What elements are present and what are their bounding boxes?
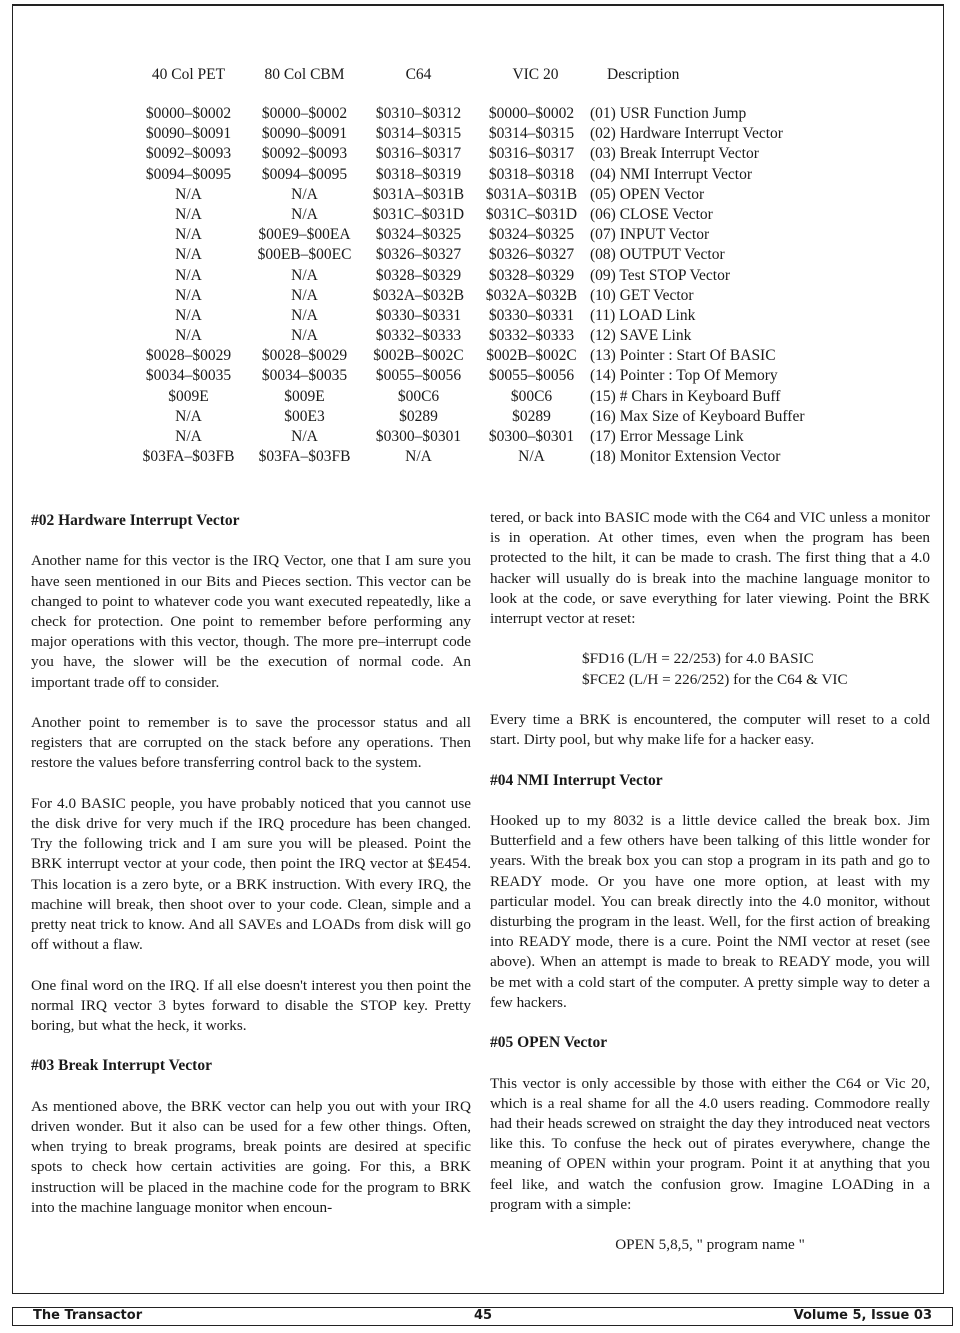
cell-c64: $0314–$0315 [375,125,462,143]
cell-40-col-pet: $0034–$0035 [145,367,232,385]
cell-80-col-cbm: $0094–$0095 [261,165,348,183]
cell-40-col-pet: N/A [175,407,202,425]
paragraph: Hooked up to my 8032 is a little device called the break box. Jim Butterfield and a few others have been talking of this little wonder for years. With the break box you can stop a program in its path and go to READY mode. Or you have one more option, at least with my particular model. You can break directly into the 4.0 monitor, without disturbing the program in the least. Well, for the first action of breaking into READY mode, there is a cure. Point the NMI vector at reset (see above). When an attempt is made to break to READY mode, you will be met with a cold start of the computer. A pretty simple way to deter a few hackers. [490,811,930,1011]
table-row [130,266,850,286]
table-row [130,144,850,164]
cell-40-col-pet: N/A [175,327,202,345]
cell-40-col-pet: N/A [175,185,202,203]
cell-c64: N/A [405,448,432,466]
cell-80-col-cbm: $0028–$0029 [261,347,348,365]
cell-80-col-cbm: N/A [291,205,318,223]
cell-c64: $0332–$0333 [375,327,462,345]
cell-c64: $0310–$0312 [375,105,462,122]
table-row [130,185,850,205]
cell-c64: $0330–$0331 [375,306,462,324]
table-body [130,104,850,467]
cell-description: (18) Monitor Extension Vector [590,448,781,466]
cell-description: (10) GET Vector [590,286,694,304]
cell-c64: $0300–$0301 [375,428,462,445]
table-row [130,387,850,407]
cell-c64: $0289 [399,407,438,425]
cell-description: (09) Test STOP Vector [590,266,730,284]
cell-80-col-cbm: N/A [291,185,318,203]
cell-description: (01) USR Function Jump [590,105,747,122]
table-row [130,366,850,386]
cell-description: (16) Max Size of Keyboard Buffer [590,407,805,425]
section-heading-04: #04 NMI Interrupt Vector [490,771,663,789]
cell-c64: $0326–$0327 [375,246,462,264]
cell-description: (13) Pointer : Start Of BASIC [590,347,776,365]
cell-40-col-pet: N/A [175,226,202,244]
header-80-col-cbm: 80 Col CBM [264,66,345,83]
cell-vic-20: $0318–$0318 [488,165,575,183]
cell-vic-20: $0300–$0301 [488,428,575,445]
paragraph: Every time a BRK is encountered, the computer will reset to a cold start. Dirty pool, but why make life for a hacker easy. [490,711,930,749]
vector-table [130,64,850,467]
cell-80-col-cbm: $00E3 [284,407,325,425]
cell-vic-20: N/A [518,448,545,466]
cell-vic-20: $031C–$031D [485,205,578,223]
cell-40-col-pet: N/A [175,286,202,304]
cell-vic-20: $002B–$002C [486,347,577,365]
cell-40-col-pet: $0092–$0093 [145,145,232,163]
left-column [31,511,471,1218]
right-column [490,508,930,1255]
paragraph: This vector is only accessible by those with either the C64 or Vic 20, which is a real shame for all the 4.0 users reading. Commodore really had their heads screwed on straight the day they introduced neat vectors like this. To confuse the heck out of pirates everywhere, change the meaning of OPEN within your program. Point it at anything that you feel like, and watch the confusion grow. Imagine LOADing in a program with a simple: [490,1074,930,1213]
table-row [130,346,850,366]
cell-80-col-cbm: N/A [291,266,318,284]
cell-80-col-cbm: N/A [291,327,318,345]
cell-vic-20: $032A–$032B [485,286,578,304]
cell-vic-20: $0314–$0315 [488,125,575,143]
cell-description: (15) # Chars in Keyboard Buff [590,387,781,405]
magazine-name: The Transactor [33,1308,143,1323]
section-heading-03: #03 Break Interrupt Vector [31,1057,212,1075]
page-number: 45 [474,1308,493,1323]
cell-vic-20: $0328–$0329 [488,266,575,284]
cell-40-col-pet: $009E [168,387,209,405]
cell-40-col-pet: $03FA–$03FB [142,448,235,466]
cell-c64: $0328–$0329 [375,266,462,284]
paragraph: For 4.0 BASIC people, you have probably noticed that you cannot use the disk drive for very much if the IRQ procedure has been changed. Try the following trick and I am sure you will be pleased. Point the BRK interrupt vector at your code, then point the IRQ vector at $E454. This location is a zero byte, or a BRK instruction. With every IRQ, the machine will break, then shoot over to your code. Clean, simple and a pretty neat trick to know. And all SAVEs and LOADs from disk will go off without a flaw. [31,794,471,954]
cell-40-col-pet: N/A [175,205,202,223]
paragraph: One final word on the IRQ. If all else doesn't interest you then point the normal IRQ vector 3 bytes forward to disable the STOP key. Pretty boring, but what the heck, it works. [31,976,471,1035]
cell-40-col-pet: N/A [175,266,202,284]
table-row [130,407,850,427]
cell-description: (12) SAVE Link [590,327,692,345]
cell-vic-20: $00C6 [510,387,553,405]
cell-description: (08) OUTPUT Vector [590,246,725,264]
cell-40-col-pet: $0028–$0029 [145,347,232,365]
table-row [130,286,850,306]
reset-line: $FCE2 (L/H = 226/252) for the C64 & VIC [582,670,848,688]
cell-vic-20: $031A–$031B [485,185,578,203]
cell-vic-20: $0289 [512,407,551,425]
table-row [130,104,850,124]
table-row [130,225,850,245]
cell-description: (14) Pointer : Top Of Memory [590,367,778,385]
cell-40-col-pet: $0090–$0091 [145,125,232,143]
header-vic-20: VIC 20 [512,66,559,83]
cell-c64: $0055–$0056 [375,367,462,385]
cell-c64: $002B–$002C [373,347,464,365]
reset-addresses [490,649,930,689]
cell-vic-20: $0316–$0317 [488,145,575,163]
table-row [130,245,850,265]
header-c64: C64 [405,66,432,83]
paragraph: Another point to remember is to save the processor status and all registers that are corrupted on the stack before any operations. Then restore the values before transferring control back to the system. [31,714,471,772]
cell-c64: $00C6 [397,387,440,405]
cell-80-col-cbm: N/A [291,428,318,445]
cell-40-col-pet: N/A [175,306,202,324]
cell-description: (11) LOAD Link [590,306,696,324]
cell-c64: $0316–$0317 [375,145,462,163]
cell-c64: $0318–$0319 [375,165,462,183]
section-heading-02: #02 Hardware Interrupt Vector [31,512,240,529]
cell-vic-20: $0330–$0331 [488,306,575,324]
cell-80-col-cbm: $00EB–$00EC [257,246,352,264]
cell-80-col-cbm: $00E9–$00EA [258,226,351,244]
cell-vic-20: $0055–$0056 [488,367,575,385]
cell-description: (06) CLOSE Vector [590,205,713,223]
cell-description: (03) Break Interrupt Vector [590,145,759,163]
table-row [130,306,850,326]
table-row [130,124,850,144]
cell-description: (17) Error Message Link [590,428,744,445]
cell-vic-20: $0000–$0002 [488,105,575,122]
cell-40-col-pet: $0000–$0002 [145,105,232,122]
cell-description: (04) NMI Interrupt Vector [590,165,752,183]
cell-vic-20: $0324–$0325 [488,226,575,244]
cell-c64: $032A–$032B [372,286,465,304]
cell-description: (05) OPEN Vector [590,185,705,203]
cell-c64: $031A–$031B [372,185,465,203]
issue-label: Volume 5, Issue 03 [793,1308,932,1323]
cell-80-col-cbm: $009E [284,387,325,405]
cell-c64: $031C–$031D [372,205,465,223]
cell-80-col-cbm: $0092–$0093 [261,145,348,163]
reset-line: $FD16 (L/H = 22/253) for 4.0 BASIC [582,650,814,668]
cell-80-col-cbm: $0034–$0035 [261,367,348,385]
table-row [130,447,850,467]
table-header [130,64,850,86]
cell-80-col-cbm: N/A [291,286,318,304]
cell-40-col-pet: N/A [175,246,202,264]
table-row [130,427,850,447]
code-example: OPEN 5,8,5, " program name " [615,1236,805,1254]
cell-40-col-pet: $0094–$0095 [145,165,232,183]
cell-80-col-cbm: $0000–$0002 [261,105,348,122]
table-row [130,205,850,225]
cell-description: (07) INPUT Vector [590,226,710,244]
header-description: Description [607,66,680,83]
section-heading-05: #05 OPEN Vector [490,1034,608,1052]
cell-vic-20: $0326–$0327 [488,246,575,264]
table-row [130,165,850,185]
cell-40-col-pet: N/A [175,428,202,445]
header-40-col-pet: 40 Col PET [151,66,226,83]
cell-80-col-cbm: N/A [291,306,318,324]
table-row [130,326,850,346]
paragraph: tered, or back into BASIC mode with the C64 and VIC unless a monitor is in operation. At other times, even when the program has been protected to the hilt, it can be made to crash. The first thing that a 4.0 hacker will usually do is break into the machine language monitor to look at the code, or save everything for later viewing. Point the BRK interrupt vector at reset: [490,509,930,628]
cell-80-col-cbm: $03FA–$03FB [258,448,351,466]
paragraph: Another name for this vector is the IRQ Vector, one that I am sure you have seen mentioned in our Bits and Pieces section. This vector can be changed to point to whatever code you want executed repeatedly, like a check for protection. One point to remember before performing any major operations with this vector, though. The more pre–interrupt code you have, the slower will be the execution of normal code. An important trade off to consider. [31,552,471,691]
paragraph: As mentioned above, the BRK vector can help you out with your IRQ driven wonder. But it also can be used for a few other things. Often, when trying to break programs, break points are desired at specific spots to check how certain activities are going. For this, a BRK instruction will be placed in the machine code for the program to BRK into the machine language monitor when encoun- [31,1097,471,1216]
cell-description: (02) Hardware Interrupt Vector [590,125,783,143]
cell-80-col-cbm: $0090–$0091 [261,125,348,143]
page-footer [12,1307,953,1326]
cell-c64: $0324–$0325 [375,226,462,244]
cell-vic-20: $0332–$0333 [488,327,575,345]
